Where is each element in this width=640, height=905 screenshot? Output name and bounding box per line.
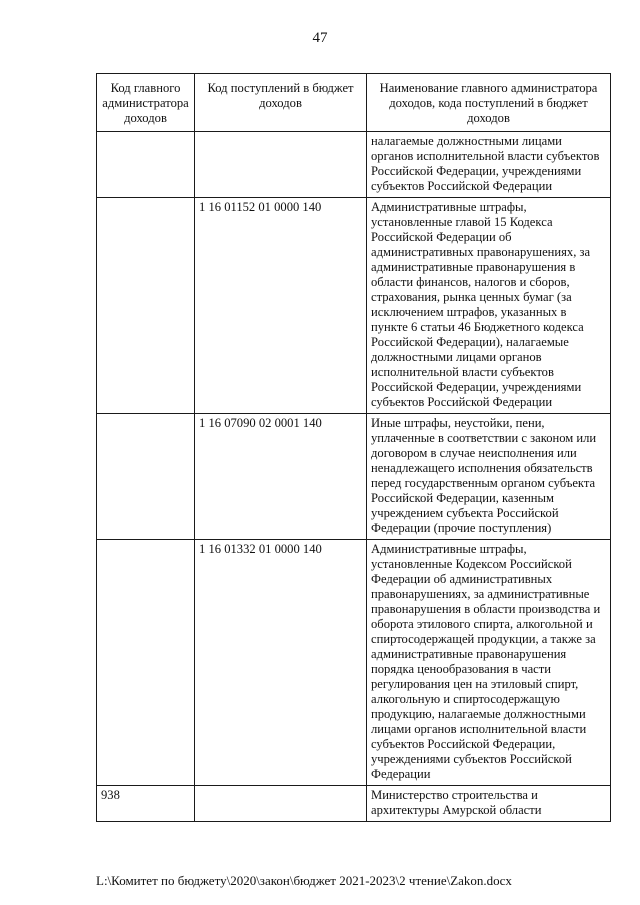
cell-income-code: 1 16 01332 01 0000 140 — [195, 540, 367, 786]
table-row — [97, 132, 611, 198]
table-row — [97, 540, 611, 786]
cell-name: Административные штрафы, установленные главой 15 Кодекса Российской Федерации об административных правонарушениях, за административные правонарушения в области финансов, налогов и сборов, страхования, рынка ценных бумаг (за исключением штрафов, указанных в пункте 6 статьи 46 Бюджетного кодекса Российской Федерации), налагаемые должностными лицами органов исполнительной власти субъектов Российской Федерации, учреждениями субъектов Российской Федерации — [367, 198, 611, 414]
cell-admin-code — [97, 414, 195, 540]
cell-admin-code — [97, 198, 195, 414]
cell-name: Министерство строительства и архитектуры Амурской области — [367, 786, 611, 822]
header-name: Наименование главного администратора доходов, кода поступлений в бюджет доходов — [367, 74, 611, 132]
cell-admin-code — [97, 132, 195, 198]
cell-name: Иные штрафы, неустойки, пени, уплаченные в соответствии с законом или договором в случае неисполнения или ненадлежащего исполнения обязательств перед государственным органом субъекта Российской Федерации, казенным учреждением субъекта Российской Федерации (прочие поступления) — [367, 414, 611, 540]
budget-income-table — [96, 73, 611, 822]
table-row — [97, 198, 611, 414]
header-admin-code: Код главного администратора доходов — [97, 74, 195, 132]
file-path-footer: L:\Комитет по бюджету\2020\закон\бюджет 2021-2023\2 чтение\Zakon.docx — [96, 873, 512, 888]
cell-income-code: 1 16 01152 01 0000 140 — [195, 198, 367, 414]
cell-income-code: 1 16 07090 02 0001 140 — [195, 414, 367, 540]
cell-name: налагаемые должностными лицами органов исполнительной власти субъектов Российской Федерации, учреждениями субъектов Российской Федерации — [367, 132, 611, 198]
cell-name: Административные штрафы, установленные Кодексом Российской Федерации об административных правонарушениях, за административные правонарушения в области производства и оборота этилового спирта, алкогольной и спиртосодержащей продукции, а также за административные правонарушения порядка ценообразования в части регулирования цен на этиловый спирт, алкогольную и спиртосодержащую продукцию, налагаемые должностными лицами органов исполнительной власти субъектов Российской Федерации, учреждениями субъектов Российской Федерации — [367, 540, 611, 786]
cell-income-code — [195, 786, 367, 822]
page-number: 47 — [312, 30, 328, 46]
cell-income-code — [195, 132, 367, 198]
table-header-row — [97, 74, 611, 132]
table-row — [97, 414, 611, 540]
cell-admin-code — [97, 540, 195, 786]
table-row — [97, 786, 611, 822]
cell-admin-code: 938 — [97, 786, 195, 822]
header-income-code: Код поступлений в бюджет доходов — [195, 74, 367, 132]
